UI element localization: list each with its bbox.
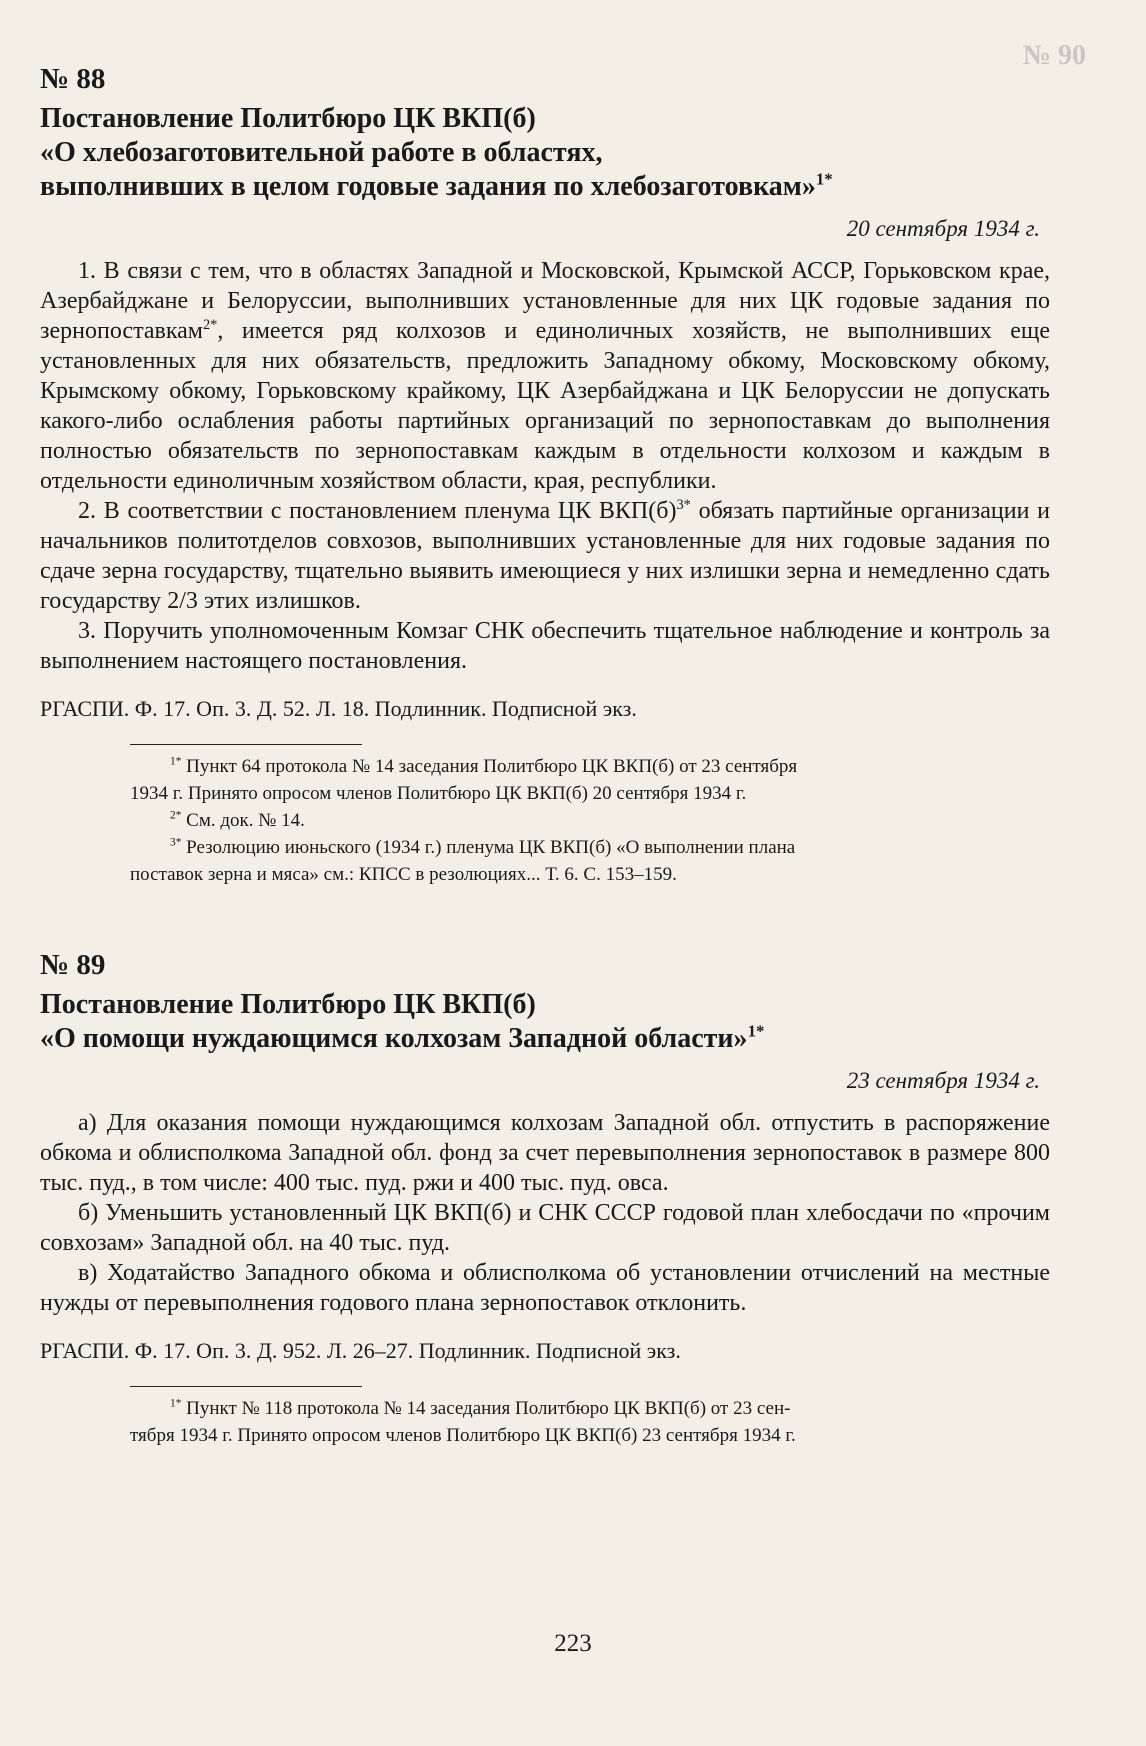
footnote-mark: 2* (170, 809, 182, 822)
footnote-text: Пункт 64 протокола № 14 заседания Политбюро ЦК ВКП(б) от 23 сентября (186, 756, 798, 777)
footnote-2 (130, 807, 1050, 834)
paragraph-text: обязать партийные организации и начальников политотделов совхозов, выполнивших установленные для них годовые задания по сдаче зерна государству, тщательно выявить имеющиеся у них излишки зерна и немедленно сдать государству (40, 498, 1051, 614)
footnote-text: тября 1934 г. Принято опросом членов Политбюро ЦК ВКП(б) 23 сентября 1934 г. (130, 1425, 796, 1446)
document-89 (40, 948, 1050, 1449)
footnote-1 (130, 1395, 1050, 1449)
document-number: № 89 (40, 949, 106, 981)
document-title (40, 102, 1050, 204)
bleed-through-header: № 90 (1022, 40, 1086, 71)
footnote-text: Резолюцию июньского (1934 г.) пленума ЦК ВКП(б) «О выполнении плана (186, 837, 796, 858)
title-line: «О хлебозаготовительной работе в областях, (40, 137, 603, 168)
footnote-divider (130, 744, 362, 745)
title-line: выполнивших в целом годовые задания по хлебозаготовкам» (40, 171, 816, 202)
document-date: 20 сентября 1934 г. (846, 216, 1040, 241)
archive-reference: РГАСПИ. Ф. 17. Оп. 3. Д. 952. Л. 26–27. Подлинник. Подписной экз. (40, 1338, 681, 1363)
footnote-3 (130, 834, 1050, 888)
paragraph-text: 1. В связи с тем, что в областях Западной и Московской, Крымской АССР, Горьковском крае, Азербайджане и Белоруссии, выполнивших установленные для них ЦК годовые задания по зернопоставкам (40, 258, 1050, 344)
footnote-text: поставок зерна и мяса» см.: КПСС в резолюциях... Т. 6. С. 153–159. (130, 864, 677, 885)
footnote-mark: 1* (170, 1397, 182, 1410)
footnote-text: 1934 г. Принято опросом членов Политбюро ЦК ВКП(б) 20 сентября 1934 г. (130, 783, 747, 804)
fraction: 2/3 (167, 588, 198, 614)
footnote-mark: 1* (170, 755, 182, 768)
footnote-1 (130, 753, 1050, 807)
title-line: «О помощи нуждающимся колхозам Западной области» (40, 1023, 748, 1054)
footnote-mark: 3* (170, 836, 182, 849)
footnote-mark: 2* (202, 317, 218, 333)
paragraph-text: , имеется ряд колхозов и единоличных хозяйств, не выполнивших еще установленных для них обязательств, предложить Западному обкому, Московскому обкому, Крымскому обкому, Горьковскому крайкому, ЦК Азербайджана и ЦК Белоруссии не допускать какого-либо ослабления работы партийных организаций по зернопоставкам до выполнения полностью обязательств по зернопоставкам каждым в отдельности колхозом и каждым в отдельности единоличным хозяйством области, края, республики. (40, 318, 1050, 494)
document-88 (40, 62, 1050, 888)
paragraph-a: а) Для оказания помощи нуждающимся колхозам Западной обл. отпустить в распоряжение обкома и облисполкома Западной обл. фонд за счет перевыполнения зернопоставок в размере 800 тыс. пуд., в том числе: 400 тыс. пуд. ржи и 400 тыс. пуд. овса. (40, 1110, 1050, 1196)
paragraph-1 (40, 256, 1050, 496)
document-page (40, 62, 1050, 1449)
paragraph-2 (40, 496, 1050, 616)
paragraph-c: в) Ходатайство Западного обкома и облисполкома об установлении отчислений на местные нужды от перевыполнения годового плана зернопоставок отклонить. (40, 1260, 1050, 1316)
paragraph-3: 3. Поручить уполномоченным Комзаг СНК обеспечить тщательное наблюдение и контроль за выполнением настоящего постановления. (40, 618, 1050, 674)
document-number: № 88 (40, 63, 106, 95)
footnote-mark: 1* (747, 1021, 765, 1041)
paragraph-text: 2. В соответствии с постановлением пленума ЦК ВКП(б) (78, 498, 677, 524)
footnote-text: Пункт № 118 протокола № 14 заседания Политбюро ЦК ВКП(б) от 23 сен- (186, 1398, 791, 1419)
document-date: 23 сентября 1934 г. (846, 1068, 1040, 1093)
footnote-text: См. док. № 14. (186, 810, 305, 831)
page-number: 223 (554, 1630, 592, 1657)
paragraph-b: б) Уменьшить установленный ЦК ВКП(б) и СНК СССР годовой план хлебосдачи по «прочим совхозам» Западной обл. на 40 тыс. пуд. (40, 1200, 1050, 1256)
footnote-mark: 1* (815, 169, 833, 189)
title-line: Постановление Политбюро ЦК ВКП(б) (40, 989, 536, 1020)
archive-reference: РГАСПИ. Ф. 17. Оп. 3. Д. 52. Л. 18. Подлинник. Подписной экз. (40, 696, 637, 721)
footnote-mark: 3* (676, 497, 691, 513)
footnote-divider (130, 1386, 362, 1387)
document-title (40, 988, 1050, 1056)
paragraph-text: этих излишков. (197, 588, 361, 614)
title-line: Постановление Политбюро ЦК ВКП(б) (40, 103, 536, 134)
